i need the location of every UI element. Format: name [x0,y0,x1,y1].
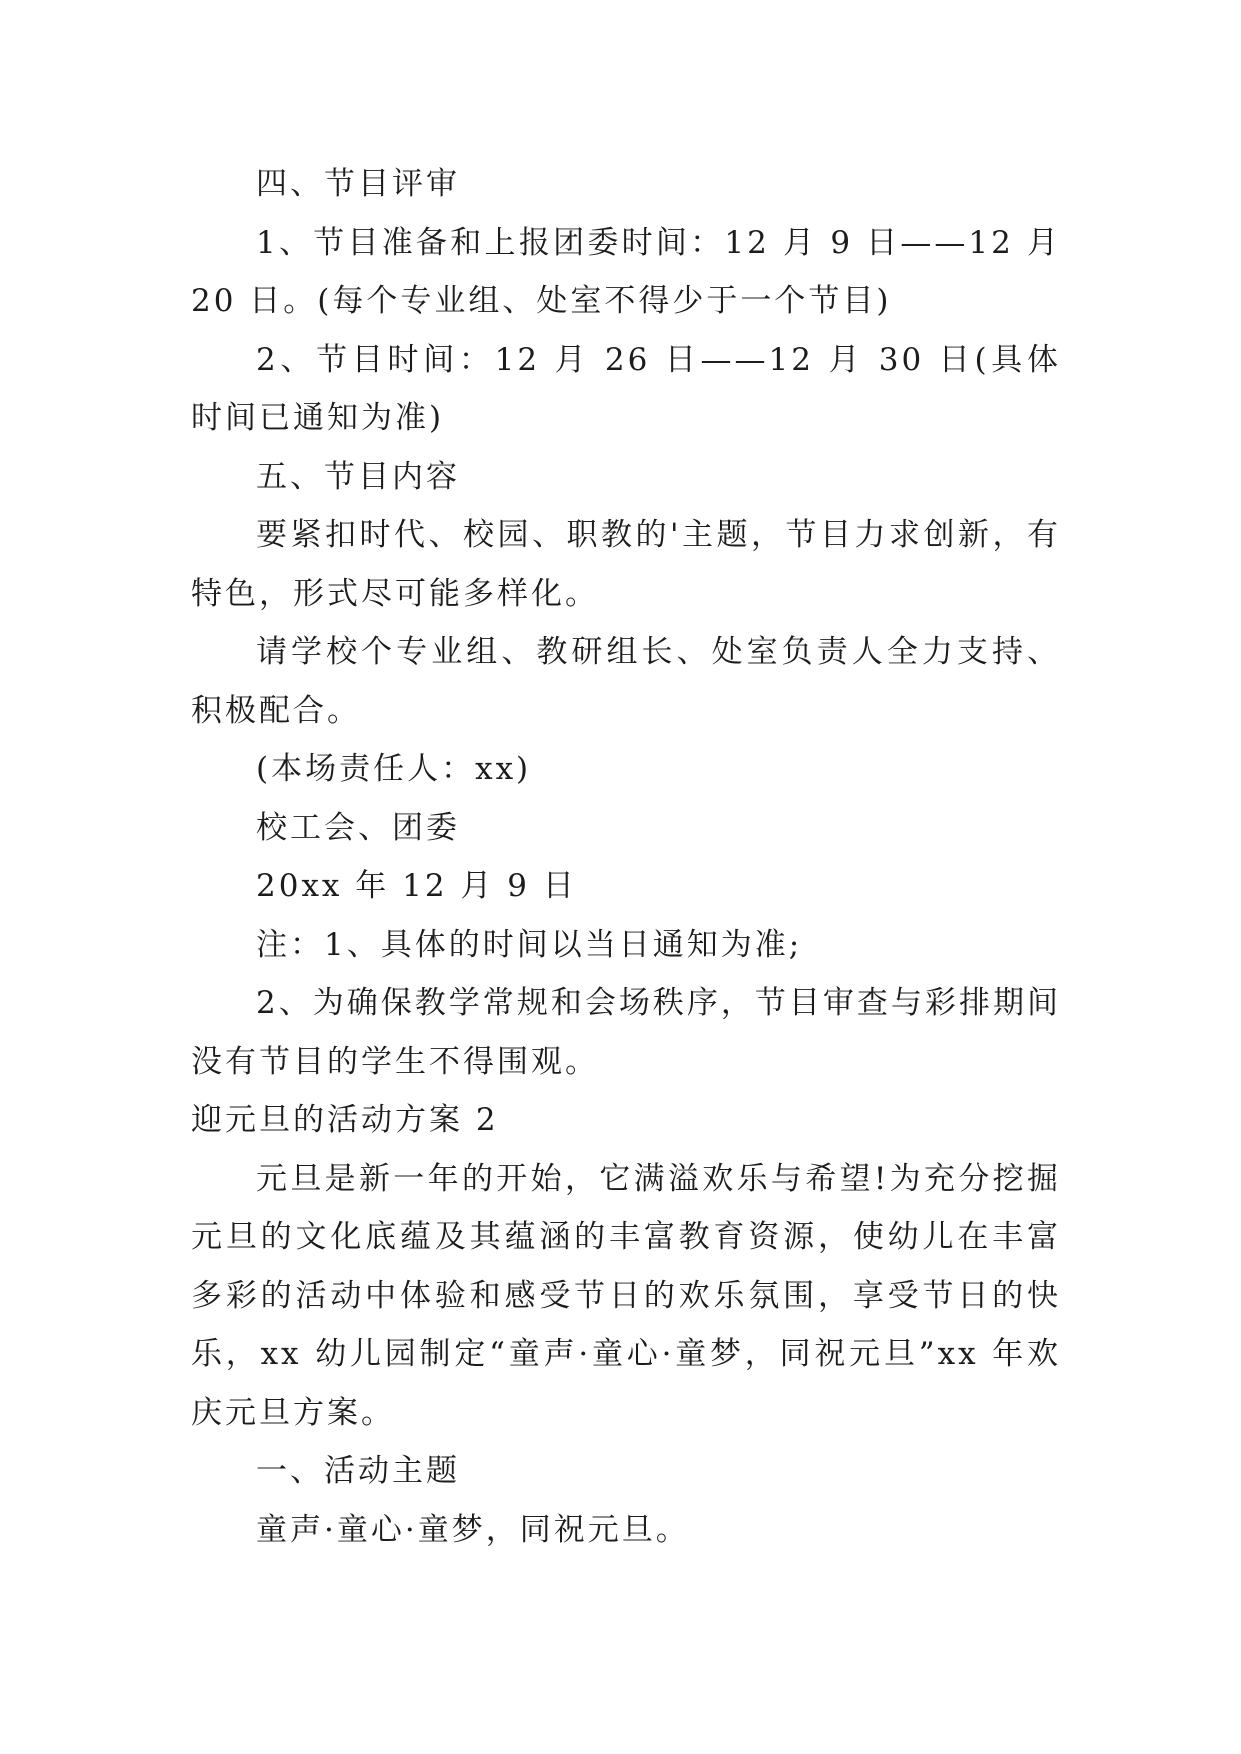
paragraph-note-1: 注：1、具体的时间以当日通知为准; [256,926,803,963]
paragraph-program-time: 2、节目时间：12 月 26 日——12 月 30 日(具体时间已通知为准) [191,341,1061,436]
paragraph-preparation-time: 1、节目准备和上报团委时间：12 月 9 日——12 月 20 日。(每个专业组、处室不得少于一个节目) [191,224,1061,319]
paragraph-note-2: 2、为确保教学常规和会场秩序，节目审查与彩排期间没有节目的学生不得围观。 [191,985,1061,1080]
document-body [191,155,1061,1559]
paragraph-theme-text: 童声·童心·童梦，同祝元旦。 [256,1511,690,1548]
section-heading-program-review: 四、节目评审 [256,166,460,202]
paragraph-support-request: 请学校个专业组、教研组长、处室负责人全力支持、积极配合。 [191,634,1061,729]
paragraph-intro: 元旦是新一年的开始，它满溢欢乐与希望!为充分挖掘元旦的文化底蕴及其蕴涵的丰富教育资源，使幼儿在丰富多彩的活动中体验和感受节日的欢乐氛围，享受节日的快乐，xx 幼儿园制定“童声·童心·童梦，同祝元旦”xx 年欢庆元旦方案。 [191,1160,1061,1431]
paragraph-date: 20xx 年 12 月 9 日 [256,868,577,904]
section-heading-program-content: 五、节目内容 [256,458,460,495]
paragraph-responsible-person: (本场责任人：xx) [256,751,532,787]
section-heading-activity-theme: 一、活动主题 [256,1453,460,1489]
document-title-plan-2: 迎元旦的活动方案 2 [191,1102,499,1138]
paragraph-issuer: 校工会、团委 [256,809,460,846]
paragraph-content-requirements: 要紧扣时代、校园、职教的'主题，节目力求创新，有特色，形式尽可能多样化。 [191,517,1061,612]
